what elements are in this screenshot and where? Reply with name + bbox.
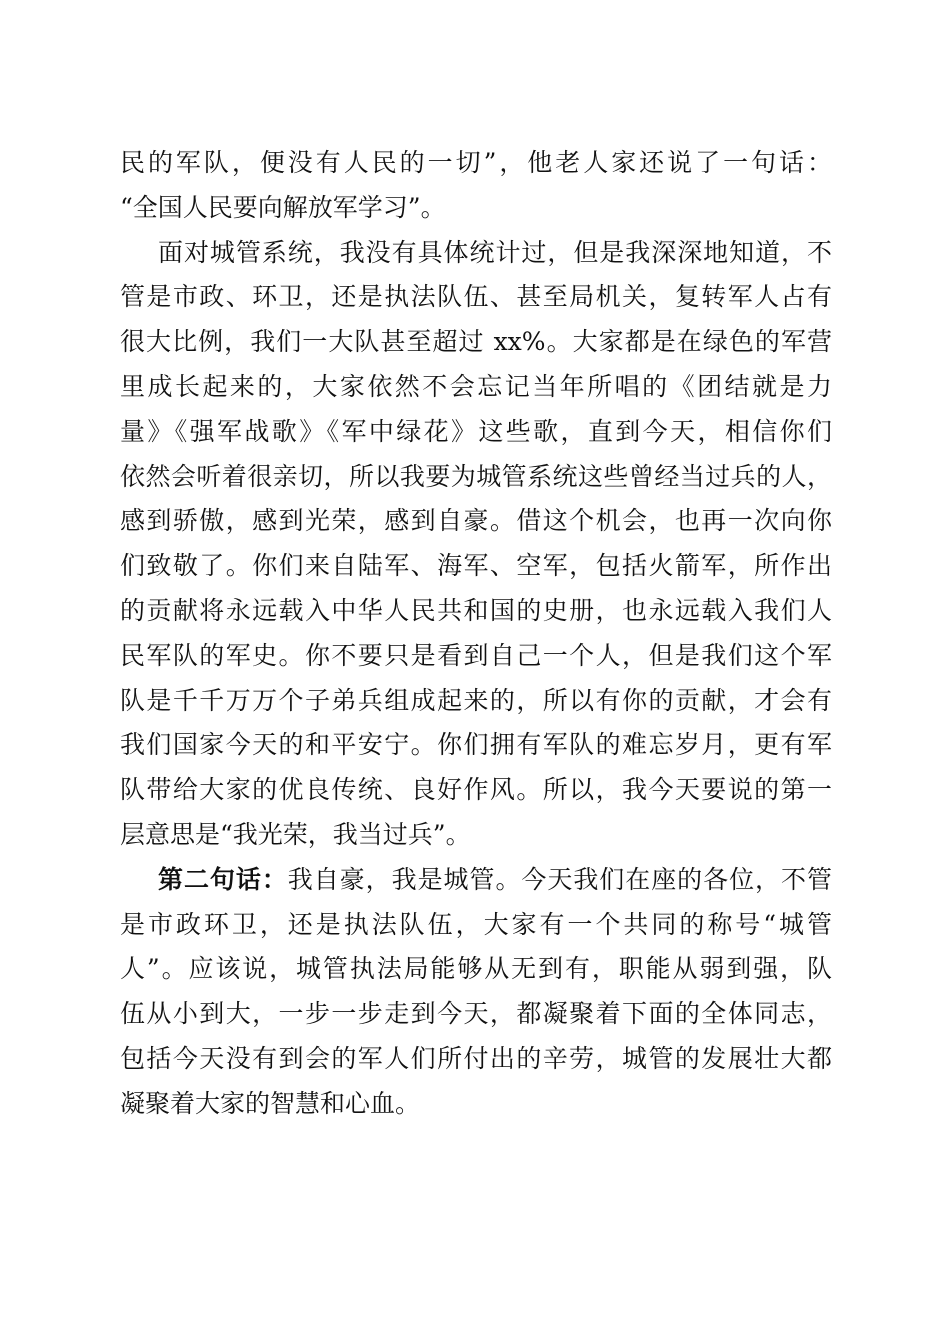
paragraph-3-line-3: 人”。应该说，城管执法局能够从无到有，职能从弱到强，队 (120, 954, 832, 984)
paragraph-2 (120, 231, 832, 858)
paragraph-2-line-4: 里成长起来的，大家依然不会忘记当年所唱的《团结就是力 (120, 371, 832, 401)
paragraph-2-line-14: 层意思是“我光荣，我当过兵”。 (120, 819, 471, 849)
body-text (120, 141, 832, 1127)
paragraph-2-line-8: 们致敬了。你们来自陆军、海军、空军，包括火箭军，所作出 (120, 551, 832, 581)
paragraph-3-line-6: 凝聚着大家的智慧和心血。 (120, 1088, 421, 1118)
paragraph-1 (120, 141, 832, 231)
paragraph-2-line-3: 很大比例，我们一大队甚至超过 xx%。大家都是在绿色的军营 (120, 327, 832, 357)
paragraph-3-lead: 第二句话： (158, 864, 288, 894)
paragraph-2-line-10: 民军队的军史。你不要只是看到自己一个人，但是我们这个军 (120, 640, 832, 670)
paragraph-3-line-4: 伍从小到大，一步一步走到今天，都凝聚着下面的全体同志， (120, 999, 832, 1029)
paragraph-2-line-2: 管是市政、环卫，还是执法队伍、甚至局机关，复转军人占有 (120, 282, 832, 312)
paragraph-2-line-1: 面对城管系统，我没有具体统计过，但是我深深地知道，不 (158, 237, 832, 267)
paragraph-2-line-13: 队带给大家的优良传统、良好作风。所以，我今天要说的第一 (120, 775, 832, 805)
paragraph-2-line-12: 我们国家今天的和平安宁。你们拥有军队的难忘岁月，更有军 (120, 730, 832, 760)
paragraph-1-line-2: “全国人民要向解放军学习”。 (120, 192, 446, 222)
paragraph-2-line-6: 依然会听着很亲切，所以我要为城管系统这些曾经当过兵的人， (120, 461, 832, 491)
paragraph-2-line-7: 感到骄傲，感到光荣，感到自豪。借这个机会，也再一次向你 (120, 506, 832, 536)
paragraph-3-line-2: 是市政环卫，还是执法队伍，大家有一个共同的称号“城管 (120, 909, 832, 939)
paragraph-2-line-9: 的贡献将永远载入中华人民共和国的史册，也永远载入我们人 (120, 595, 832, 625)
paragraph-2-line-11: 队是千千万万个子弟兵组成起来的，所以有你的贡献，才会有 (120, 685, 832, 715)
paragraph-2-line-5: 量》《强军战歌》《军中绿花》这些歌，直到今天，相信你们 (120, 416, 832, 446)
paragraph-3-line-5: 包括今天没有到会的军人们所付出的辛劳，城管的发展壮大都 (120, 1043, 832, 1073)
paragraph-3 (120, 858, 832, 1127)
paragraph-1-line-1: 民的军队，便没有人民的一切”，他老人家还说了一句话： (120, 148, 832, 177)
paragraph-3-line-1-text: 我自豪，我是城管。今天我们在座的各位，不管 (287, 864, 832, 894)
paragraph-3-line-1 (120, 858, 832, 903)
